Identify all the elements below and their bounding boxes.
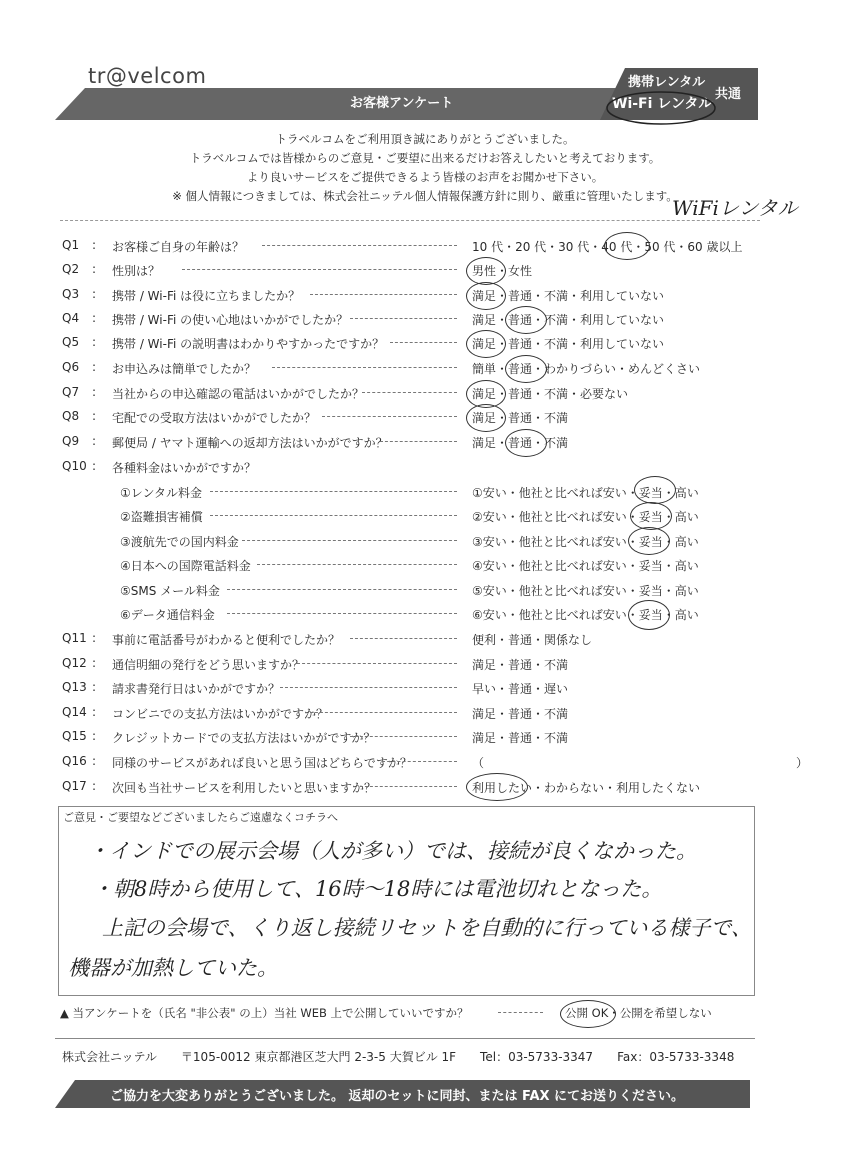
question-row: Q6 : お申込みは簡単でしたか？ 簡単・普通・わかりづらい・めんどくさい <box>62 360 701 376</box>
intro-line: より良いサービスをご提供できるよう皆様のお声をお聞かせ下さい。 <box>246 170 604 184</box>
handwritten-comment: 機器が加熱していた。 <box>68 956 278 980</box>
publish-question: ▲ 当アンケートを（氏名 "非公表" の上）当社 WEB 上で公開していいですか？ <box>60 1006 469 1020</box>
question-row: Q5 : 携帯 / Wi-Fi の説明書はわかりやすかったですか？ 満足・普通・不満・利用していない <box>62 335 665 351</box>
question-text: ①レンタル料金 <box>120 486 202 500</box>
question-row: Q8 : 宅配での受取方法はいかがでしたか？ 満足・普通・不満 <box>62 409 569 425</box>
answer-options: ③安い・他社と比べれば安い・妥当・高い <box>472 535 699 549</box>
answer-circle <box>466 773 528 801</box>
intro-text <box>100 130 750 206</box>
answer-options: ①安い・他社と比べれば安い・妥当・高い <box>472 486 699 500</box>
question-number: Q6 <box>62 360 80 374</box>
answer-options: 満足・普通・不満・利用していない <box>472 337 665 351</box>
question-text: 事前に電話番号がわかると便利でしたか？ <box>112 633 341 647</box>
company-info: 株式会社ニッテル 〒105-0012 東京都港区芝大門 2-3-5 大賀ビル 1F Tel：03-5733-3347 Fax：03-5733-3348 <box>62 1050 735 1064</box>
question-number: Q11 <box>62 631 87 645</box>
question-row: Q13 : 請求書発行日はいかがですか？ 早い・普通・遅い <box>62 680 569 696</box>
question-text: 携帯 / Wi-Fi の説明書はわかりやすかったですか？ <box>112 337 385 351</box>
thank-you-message: ご協力を大変ありがとうございました。 返却のセットに同封、または FAX にてお送りください。 <box>110 1089 685 1104</box>
question-number: Q15 <box>62 729 87 743</box>
question-number: Q12 <box>62 656 87 670</box>
answer-options: 満足・普通・不満 <box>472 658 569 672</box>
answer-options: 満足・普通・不満・利用していない <box>472 313 665 327</box>
question-row: Q16 : 同様のサービスがあれば良いと思う国はどちらですか？ （ ） <box>62 754 809 770</box>
publish-circle <box>560 1000 616 1028</box>
question-text: クレジットカードでの支払方法はいかがですか？ <box>112 731 376 745</box>
footer-divider <box>55 1038 755 1039</box>
answer-options: ⑤安い・他社と比べれば安い・妥当・高い <box>472 584 699 598</box>
answer-circle <box>628 600 670 630</box>
answer-options: 男性・女性 <box>472 264 533 278</box>
answer-circle <box>466 257 506 285</box>
handwritten-service-note: WiFiレンタル <box>672 196 798 220</box>
answer-circle <box>630 502 672 530</box>
answer-options: 簡単・普通・わかりづらい・めんどくさい <box>472 362 701 376</box>
answer-circle <box>466 404 506 432</box>
question-row: Q7 : 当社からの申込確認の電話はいかがでしたか？ 満足・普通・不満・必要ない <box>62 385 629 401</box>
question-number: Q7 <box>62 385 80 399</box>
answer-options: 満足・普通・不満 <box>472 707 569 721</box>
question-text: ⑥データ通信料金 <box>120 608 215 622</box>
question-row: Q1 : お客様ご自身の年齢は？ 10 代・20 代・30 代・40 代・50 代・60 歳以上 <box>62 238 743 254</box>
question-row: Q10 : 各種料金はいかがですか？ <box>62 459 257 475</box>
answer-options: 便利・普通・関係なし <box>472 633 593 647</box>
question-row: Q3 : 携帯 / Wi-Fi は役に立ちましたか？ 満足・普通・不満・利用していない <box>62 287 665 303</box>
service-common: 共通 <box>715 87 742 102</box>
question-text: 郵便局 / ヤマト運輸への返却方法はいかがですか？ <box>112 436 388 450</box>
handwritten-comment: ・朝8時から使用して、16時〜18時には電池切れとなった。 <box>92 877 663 901</box>
intro-line: トラベルコムでは皆様からのご意見・ご要望に出来るだけお答えしたいと考えております。 <box>189 151 661 165</box>
answer-options: ②安い・他社と比べれば安い・妥当・高い <box>472 510 699 524</box>
question-number: Q2 <box>62 262 80 276</box>
wifi-circle-mark <box>604 88 719 128</box>
handwritten-comment: 上記の会場で、くり返し接続リセットを自動的に行っている様子で、 <box>102 916 752 940</box>
question-text: 各種料金はいかがですか？ <box>112 461 257 475</box>
question-text: 当社からの申込確認の電話はいかがでしたか？ <box>112 387 365 401</box>
comment-title: ご意見・ご要望などございましたらご遠慮なくコチラへ <box>63 811 338 824</box>
answer-options: 満足・普通・不満・必要ない <box>472 387 629 401</box>
publish-options: 公開 OK・公開を希望しない <box>565 1006 712 1020</box>
answer-circle <box>634 476 676 504</box>
question-number: Q1 <box>62 238 80 252</box>
question-row: Q15 : クレジットカードでの支払方法はいかがですか？ 満足・普通・不満 <box>62 729 569 745</box>
question-text: お客様ご自身の年齢は？ <box>112 240 245 254</box>
service-wifi: Wi-Fi レンタル <box>612 96 713 112</box>
answer-circle <box>604 232 650 260</box>
answer-options: ⑥安い・他社と比べれば安い・妥当・高い <box>472 608 699 622</box>
question-text: 請求書発行日はいかがですか？ <box>112 682 281 696</box>
question-text: ④日本への国際電話料金 <box>120 559 251 573</box>
question-row: Q14 : コンビニでの支払方法はいかがですか？ 満足・普通・不満 <box>62 705 569 721</box>
question-number: Q16 <box>62 754 87 768</box>
answer-options: （ ） <box>472 756 809 770</box>
answer-options: 満足・普通・不満 <box>472 731 569 745</box>
answer-options: 利用したい・わからない・利用したくない <box>472 781 701 795</box>
question-number: Q4 <box>62 311 80 325</box>
service-mobile: 携帯レンタル <box>628 75 706 90</box>
survey-title: お客様アンケート <box>350 96 454 111</box>
question-row <box>62 553 762 575</box>
question-text: ②盗難損害補償 <box>120 510 203 524</box>
handwritten-comment: ・インドでの展示会場（人が多い）では、接続が良くなかった。 <box>88 839 697 863</box>
question-text: 通信明細の発行をどう思いますか？ <box>112 658 305 672</box>
question-text: 携帯 / Wi-Fi は役に立ちましたか？ <box>112 289 301 303</box>
question-row: Q4 : 携帯 / Wi-Fi の使い心地はいかがでしたか？ 満足・普通・不満・利用していない <box>62 311 665 327</box>
question-text: 携帯 / Wi-Fi の使い心地はいかがでしたか？ <box>112 313 349 327</box>
answer-circle <box>505 355 547 383</box>
answer-circle <box>466 330 506 358</box>
answer-circle <box>505 306 547 334</box>
question-text: 同様のサービスがあれば良いと思う国はどちらですか？ <box>112 756 412 770</box>
question-row: Q11 : 事前に電話番号がわかると便利でしたか？ 便利・普通・関係なし <box>62 631 593 647</box>
divider <box>60 220 760 221</box>
question-row: Q9 : 郵便局 / ヤマト運輸への返却方法はいかがですか？ 満足・普通・不満 <box>62 434 569 450</box>
answer-circle <box>505 429 547 457</box>
question-text: 次回も当社サービスを利用したいと思いますか？ <box>112 781 377 795</box>
question-number: Q5 <box>62 335 80 349</box>
privacy-note: ※ 個人情報につきましては、株式会社ニッテル個人情報保護方針に則り、厳重に管理いたします。 <box>172 189 678 203</box>
question-number: Q17 <box>62 779 87 793</box>
question-number: Q10 <box>62 459 87 473</box>
answer-options: 10 代・20 代・30 代・40 代・50 代・60 歳以上 <box>472 240 743 254</box>
intro-line: トラベルコムをご利用頂き誠にありがとうございました。 <box>275 132 575 146</box>
question-text: お申込みは簡単でしたか？ <box>112 362 257 376</box>
travelcom-logo: tr@velcom <box>88 64 207 88</box>
answer-options: 早い・普通・遅い <box>472 682 569 696</box>
question-number: Q3 <box>62 287 80 301</box>
answer-options: 満足・普通・不満・利用していない <box>472 289 665 303</box>
question-text: ③渡航先での国内料金 <box>120 535 239 549</box>
answer-circle <box>628 527 670 555</box>
question-text: コンビニでの支払方法はいかがですか？ <box>112 707 329 721</box>
question-row: Q2 : 性別は？ 男性・女性 <box>62 262 533 278</box>
question-row <box>62 578 762 600</box>
question-number: Q8 <box>62 409 80 423</box>
question-text: 性別は？ <box>112 264 161 278</box>
question-number: Q9 <box>62 434 80 448</box>
question-number: Q13 <box>62 680 87 694</box>
question-text: 宅配での受取方法はいかがでしたか？ <box>112 411 317 425</box>
answer-options: ④安い・他社と比べれば安い・妥当・高い <box>472 559 699 573</box>
question-row: Q12 : 通信明細の発行をどう思いますか？ 満足・普通・不満 <box>62 656 569 672</box>
question-number: Q14 <box>62 705 87 719</box>
question-text: ⑤SMS メール料金 <box>120 584 220 598</box>
answer-options: 満足・普通・不満 <box>472 411 569 425</box>
answer-circle <box>466 282 506 310</box>
question-row: Q17 : 次回も当社サービスを利用したいと思いますか？ 利用したい・わからない・利用したくない <box>62 779 701 795</box>
answer-options: 満足・普通・不満 <box>472 436 569 450</box>
